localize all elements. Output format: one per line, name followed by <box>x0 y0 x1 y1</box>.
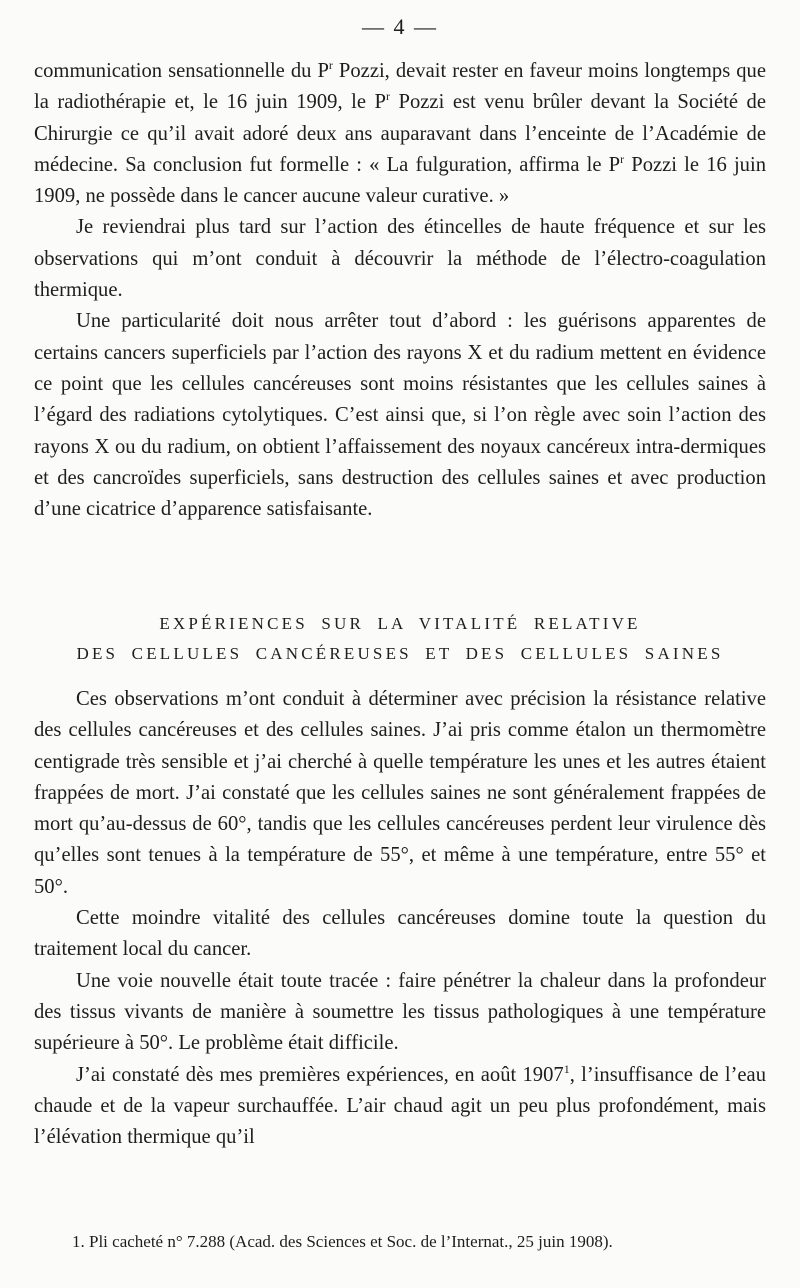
paragraph: Une particularité doit nous arrêter tout d’abord : les guérisons apparentes de certains cancers superficiels par l’action des rayons X et du radium mettent en évidence ce point que les cellules cancéreuses sont moins résistantes que les cellules saines à l’égard des radiations cytolytiques. C’est ainsi que, si l’on règle avec soin l’action des rayons X ou du radium, on obtient l’affaissement des noyaux cancéreux intra-dermiques et des cancroïdes superficiels, sans destruction des cellules saines et avec production d’une cicatrice d’apparence satisfaisante. <box>34 310 766 521</box>
text-run: J’ai constaté dès mes premières expériences, en août 1907 <box>76 1063 564 1086</box>
paragraph-continuation <box>34 56 766 212</box>
text-run: Pozzi, devait rester en faveur moins longtemps que la radiothérapie et, le 16 juin 1909, le P <box>34 60 766 114</box>
superscript: r <box>328 58 333 72</box>
paragraph: Je reviendrai plus tard sur l’action des étincelles de haute fréquence et sur les observations qui m’ont conduit à découvrir la méthode de l’électro-coagulation thermique. <box>34 216 766 302</box>
paragraph: Une voie nouvelle était toute tracée : faire pénétrer la chaleur dans la profondeur des tissus vivants de manière à soumettre les tissus pathologiques à une température supérieure à 50°. Le problème était difficile. <box>34 969 766 1055</box>
paragraph: Ces observations m’ont conduit à déterminer avec précision la résistance relative des cellules cancéreuses et des cellules saines. J’ai pris comme étalon un thermomètre centigrade très sensible et j’ai cherché à quelle température les unes et les autres étaient frappées de mort. J’ai constaté que les cellules saines ne sont généralement frappées de mort qu’au-dessus de 60°, tandis que les cellules cancéreuses perdent leur virulence dès qu’elles sont tenues à la température de 55°, et même à une température, entre 55° et 50°. <box>34 688 766 898</box>
section-heading-line-1: EXPÉRIENCES SUR LA VITALITÉ RELATIVE <box>159 614 641 633</box>
section-heading-line-2: DES CELLULES CANCÉREUSES ET DES CELLULES SAINES <box>76 644 724 663</box>
text-run: Pozzi le 16 juin 1909, ne possède dans le cancer aucune valeur curative. » <box>34 153 766 208</box>
text-run: , l’insuffisance de l’eau chaude et de la vapeur surchauffée. L’air chaud agit un peu plus profondément, mais l’élévation thermique qu’il <box>34 1063 766 1149</box>
footnote-marker: 1 <box>563 1061 570 1076</box>
superscript: r <box>620 151 625 166</box>
page-number: — 4 — <box>362 14 438 39</box>
paragraph: Cette moindre vitalité des cellules cancéreuses domine toute la question du traitement local du cancer. <box>34 907 766 961</box>
text-run: Pozzi est venu brûler devant la Société de Chirurgie ce qu’il avait adoré deux ans auparavant dans l’enceinte de l’Académie de médecine. Sa conclusion fut formelle : « La fulguration, affirma le P <box>34 91 766 176</box>
text-run: communication sensationnelle du P <box>34 60 329 82</box>
paragraph <box>34 1060 766 1154</box>
body-text-top <box>34 56 766 525</box>
body-text-bottom <box>34 684 766 1153</box>
superscript: r <box>386 89 390 104</box>
footnote: 1. Pli cacheté n° 7.288 (Acad. des Sciences et Soc. de l’Internat., 25 juin 1908). <box>72 1232 613 1251</box>
